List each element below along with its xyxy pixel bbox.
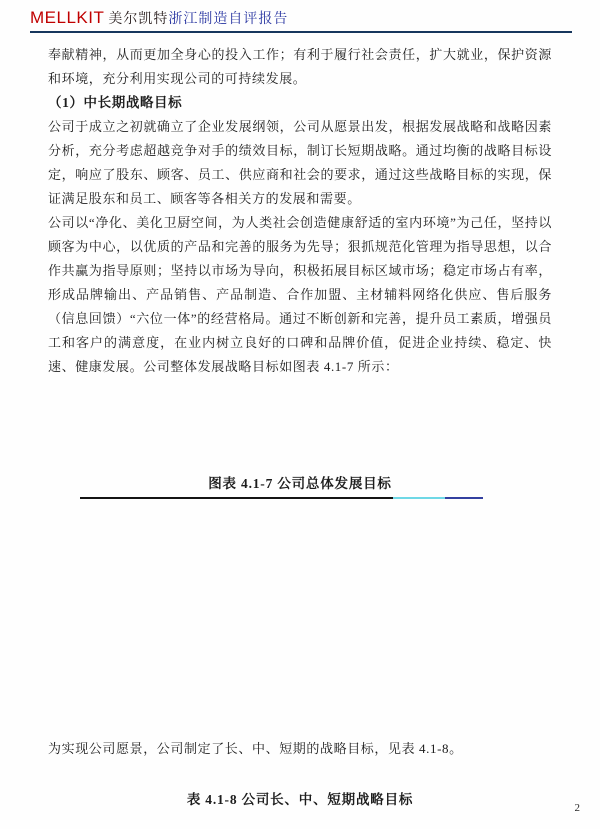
- paragraph-strategy: 公司于成立之初就确立了企业发展纲领，公司从愿景出发，根据发展战略和战略因素分析，充分考虑超越竞争对手的绩效目标，制订长短期战略。通过均衡的战略目标设定，响应了股东、顾客、员工、供应商和社会的要求，通过这些战略目标的实现，保证满足股东和员工、顾客等各相关方的发展和需要。: [48, 119, 552, 206]
- paragraph-mission: 公司以“净化、美化卫厨空间，为人类社会创造健康舒适的室内环境”为己任，坚持以顾客为中心，以优质的产品和完善的服务为先导；狠抓规范化管理为指导思想，以合作共赢为指导原则；坚持以市场为导向，积极拓展目标区域市场；稳定市场占有率，形成品牌输出、产品销售、产品制造、合作加盟、主材辅料网络化供应、售后服务（信息回馈）“六位一体”的经营格局。通过不断创新和完善，提升员工素质，增强员工和客户的满意度，在业内树立良好的口碑和品牌价值，促进企业持续、稳定、快速、健康发展。公司整体发展战略目标如图表 4.1-7 所示：: [48, 215, 552, 374]
- figure-blank-area: [48, 499, 552, 737]
- brand-latin: MELLKIT: [30, 8, 105, 27]
- page-number: 2: [574, 802, 580, 814]
- paragraph-continuation: 奉献精神，从而更加全身心的投入工作；有利于履行社会责任，扩大就业，保护资源和环境，充分利用实现公司的可持续发展。: [48, 47, 552, 86]
- brand-chinese: 美尔凯特: [108, 12, 169, 27]
- rule-segment-navy: [445, 497, 483, 499]
- section-heading-mid-long-term-goals: （1）中长期战略目标: [48, 95, 183, 110]
- figure-top-rule: [80, 497, 483, 499]
- document-title: 浙江制造自评报告: [168, 12, 289, 27]
- paragraph-table-intro: 为实现公司愿景，公司制定了长、中、短期的战略目标，见表 4.1-8。: [48, 741, 463, 756]
- page-header: [30, 8, 572, 33]
- rule-segment-cyan: [393, 497, 445, 499]
- rule-segment-black: [80, 497, 393, 499]
- figure-caption: 图表 4.1-7 公司总体发展目标: [208, 476, 392, 491]
- table-caption: 表 4.1-8 公司长、中、短期战略目标: [186, 792, 414, 807]
- page-content: [48, 43, 552, 811]
